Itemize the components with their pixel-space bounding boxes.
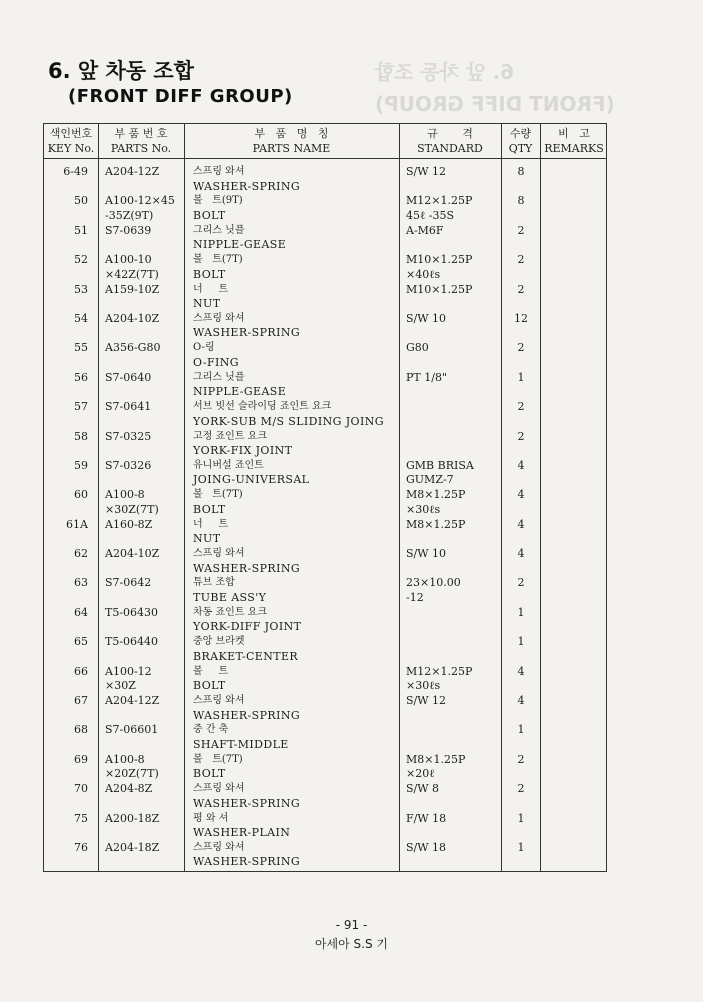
- table-body: [44, 165, 606, 870]
- part-name-korean: 볼 트: [193, 665, 229, 677]
- part-name-english: NUT: [193, 532, 221, 546]
- key-number: 70: [74, 782, 88, 796]
- part-name: [193, 841, 408, 870]
- table-row: [44, 518, 606, 547]
- part-name-korean: 볼 트(7T): [193, 254, 243, 266]
- header-standard: 규 격 STANDARD: [417, 127, 483, 155]
- quantity: 4: [517, 488, 525, 502]
- part-name-english: WASHER-SPRING: [193, 708, 301, 722]
- table-row: [44, 430, 606, 459]
- quantity: 8: [517, 165, 525, 178]
- key-number: 51: [74, 223, 88, 237]
- part-name-korean: 스프링 와셔: [193, 548, 245, 560]
- key-number: 58: [74, 429, 88, 443]
- header-key: 색인번호 KEY No.: [47, 127, 95, 155]
- standard-line: A-M6F: [406, 223, 444, 237]
- standard: [406, 841, 506, 856]
- part-number-line: A204-8Z: [105, 782, 153, 796]
- table-row: [44, 753, 606, 782]
- quantity: 4: [517, 458, 525, 472]
- key-number: 68: [74, 723, 88, 737]
- standard: [406, 547, 506, 562]
- quantity: 1: [517, 811, 525, 825]
- part-number: [105, 694, 195, 709]
- part-name: [193, 400, 408, 429]
- part-name: [193, 812, 408, 841]
- standard-line: S/W 18: [406, 840, 447, 854]
- part-number-line: A100-12×45: [105, 194, 175, 208]
- part-name-english: WASHER-SPRING: [193, 796, 301, 810]
- part-name-korean: 서브 빗선 슬라이딩 죠인트 요크: [193, 401, 332, 413]
- quantity: 4: [517, 694, 525, 708]
- part-name-korean: 스프링 와셔: [193, 166, 245, 177]
- table-row: [44, 576, 606, 605]
- key-number: 61A: [66, 517, 88, 531]
- quantity: 2: [517, 576, 525, 590]
- part-name-korean: 중 간 축: [193, 724, 229, 736]
- part-name-korean: 스프링 와셔: [193, 695, 245, 707]
- quantity: 8: [517, 194, 525, 208]
- key-number: 60: [74, 488, 88, 502]
- part-number: [105, 812, 195, 827]
- part-number-line: A204-12Z: [105, 694, 160, 708]
- quantity: 2: [517, 282, 525, 296]
- standard: [406, 665, 506, 694]
- part-name: [193, 430, 408, 459]
- part-number-line: T5-06430: [105, 605, 159, 619]
- parts-table: [43, 123, 607, 872]
- table-row: [44, 723, 606, 752]
- key-number: 56: [74, 370, 88, 384]
- part-name: [193, 576, 408, 605]
- standard: [406, 753, 506, 782]
- standard-line: ×20ℓ: [406, 767, 435, 781]
- standard-line: S/W 10: [406, 311, 447, 325]
- table-row: [44, 606, 606, 635]
- part-number: [105, 253, 195, 282]
- standard-line: GUMZ-7: [406, 473, 454, 487]
- quantity: 12: [514, 311, 528, 325]
- part-name: [193, 224, 408, 253]
- table-row: [44, 459, 606, 488]
- key-number: 75: [74, 811, 88, 825]
- standard: [406, 165, 506, 180]
- part-number: [105, 753, 195, 782]
- part-name: [193, 459, 408, 488]
- standard: [406, 253, 506, 282]
- part-name: [193, 312, 408, 341]
- key-number: 63: [74, 576, 88, 590]
- standard-line: S/W 10: [406, 547, 447, 561]
- standard-line: 45ℓ -35S: [406, 208, 455, 222]
- quantity: 2: [517, 752, 525, 766]
- part-name-english: O-FING: [193, 355, 239, 369]
- key-number: 59: [74, 458, 88, 472]
- standard-line: M12×1.25P: [406, 664, 473, 678]
- part-number-line: ×30Z(7T): [105, 502, 159, 516]
- part-name: [193, 283, 408, 312]
- part-name-korean: 유니버설 죠인트: [193, 459, 264, 471]
- table-row: [44, 694, 606, 723]
- part-number-line: A100-8: [105, 488, 145, 502]
- part-name-korean: 차동 죠인트 요크: [193, 606, 267, 618]
- header-remarks: 비 고 REMARKS: [544, 127, 604, 155]
- part-number: [105, 165, 195, 180]
- part-name-korean: O-링: [193, 342, 215, 354]
- part-number-line: S7-0640: [105, 370, 152, 384]
- part-number-line: A204-10Z: [105, 311, 160, 325]
- part-number: [105, 224, 195, 239]
- part-name: [193, 665, 408, 694]
- part-name-korean: 스프링 와셔: [193, 783, 245, 795]
- part-number-line: A100-8: [105, 752, 145, 766]
- part-number: [105, 283, 195, 298]
- page-title: 6. 앞 차동 조합: [48, 59, 194, 83]
- part-name-english: TUBE ASS'Y: [193, 590, 267, 604]
- part-number-line: S7-0326: [105, 458, 152, 472]
- standard-line: 23×10.00: [406, 576, 461, 590]
- part-name: [193, 723, 408, 752]
- quantity: 1: [517, 370, 525, 384]
- standard-line: M8×1.25P: [406, 752, 466, 766]
- standard-line: M10×1.25P: [406, 282, 473, 296]
- standard: [406, 224, 506, 239]
- quantity: 4: [517, 517, 525, 531]
- part-name-english: YORK-DIFF JOINT: [193, 620, 302, 634]
- key-number: 53: [74, 282, 88, 296]
- part-number: [105, 371, 195, 386]
- part-name-english: BOLT: [193, 267, 226, 281]
- standard: [406, 694, 506, 709]
- quantity: 2: [517, 429, 525, 443]
- table-row: [44, 253, 606, 282]
- part-number: [105, 841, 195, 856]
- part-number: [105, 459, 195, 474]
- table-row: [44, 283, 606, 312]
- part-name-korean: 볼 트(7T): [193, 753, 243, 765]
- part-name-english: WASHER-SPRING: [193, 561, 301, 575]
- part-name-korean: 그리스 닛플: [193, 224, 245, 236]
- part-name-english: SHAFT-MIDDLE: [193, 737, 289, 751]
- part-name-english: BOLT: [193, 767, 226, 781]
- standard: [406, 488, 506, 517]
- part-number-line: S7-06601: [105, 723, 159, 737]
- part-name-korean: 스프링 와셔: [193, 841, 245, 853]
- standard-line: S/W 12: [406, 694, 447, 708]
- part-name: [193, 165, 408, 194]
- quantity: 2: [517, 400, 525, 414]
- quantity: 2: [517, 223, 525, 237]
- part-name: [193, 782, 408, 811]
- part-name-english: NUT: [193, 297, 221, 311]
- standard-line: S/W 12: [406, 165, 447, 178]
- table-row: [44, 341, 606, 370]
- part-number: [105, 194, 195, 223]
- part-number-line: S7-0641: [105, 400, 152, 414]
- part-name-korean: 너 트: [193, 283, 229, 295]
- part-number: [105, 665, 195, 694]
- part-number: [105, 635, 195, 650]
- part-name-korean: 볼 트(9T): [193, 195, 243, 207]
- standard: [406, 459, 506, 488]
- part-number: [105, 312, 195, 327]
- standard: [406, 812, 506, 827]
- part-number-line: A204-12Z: [105, 165, 160, 178]
- standard: [406, 576, 506, 605]
- part-number-line: A204-10Z: [105, 547, 160, 561]
- part-number-line: A100-12: [105, 664, 152, 678]
- part-name-english: WASHER-SPRING: [193, 855, 301, 869]
- part-name-english: WASHER-SPRING: [193, 179, 301, 193]
- standard: [406, 194, 506, 223]
- table-row: [44, 488, 606, 517]
- part-number-line: ×20Z(7T): [105, 767, 159, 781]
- part-name: [193, 694, 408, 723]
- table-row: [44, 312, 606, 341]
- part-name-english: NIPPLE-GEASE: [193, 385, 287, 399]
- standard-line: M8×1.25P: [406, 488, 466, 502]
- standard: [406, 312, 506, 327]
- standard: [406, 341, 506, 356]
- standard-line: GMB BRISA: [406, 458, 474, 472]
- part-name: [193, 371, 408, 400]
- key-number: 50: [74, 194, 88, 208]
- quantity: 4: [517, 664, 525, 678]
- table-row: [44, 371, 606, 400]
- header-qty: 수량 QTY: [508, 127, 533, 155]
- table-row: [44, 224, 606, 253]
- part-name: [193, 488, 408, 517]
- part-number-line: S7-0325: [105, 429, 152, 443]
- part-number: [105, 400, 195, 415]
- table-row: [44, 400, 606, 429]
- quantity: 1: [517, 635, 525, 649]
- quantity: 1: [517, 723, 525, 737]
- key-number: 54: [74, 311, 88, 325]
- part-name-english: YORK-FIX JOINT: [193, 444, 293, 458]
- part-number-line: S7-0639: [105, 223, 152, 237]
- part-name: [193, 753, 408, 782]
- part-number: [105, 547, 195, 562]
- header-parts-name: 부 품 명 칭 PARTS NAME: [252, 127, 331, 155]
- part-number-line: A160-8Z: [105, 517, 153, 531]
- table-row: [44, 665, 606, 694]
- quantity: 2: [517, 341, 525, 355]
- part-number-line: ×42Z(7T): [105, 267, 159, 281]
- part-name-korean: 너 트: [193, 518, 229, 530]
- page-subtitle: (FRONT DIFF GROUP): [68, 86, 293, 107]
- standard: [406, 518, 506, 533]
- part-number: [105, 518, 195, 533]
- part-name: [193, 341, 408, 370]
- header-divider: [44, 158, 606, 159]
- key-number: 52: [74, 253, 88, 267]
- key-number: 76: [74, 840, 88, 854]
- key-number: 66: [74, 664, 88, 678]
- standard-line: M12×1.25P: [406, 194, 473, 208]
- table-row: [44, 194, 606, 223]
- part-name-english: WASHER-PLAIN: [193, 826, 291, 840]
- part-name: [193, 194, 408, 223]
- part-number: [105, 430, 195, 445]
- standard-line: ×30ℓs: [406, 679, 441, 693]
- standard-line: PT 1/8": [406, 370, 447, 384]
- key-number: 57: [74, 400, 88, 414]
- standard-line: -12: [406, 590, 424, 604]
- table-row: [44, 782, 606, 811]
- part-number: [105, 576, 195, 591]
- part-number: [105, 723, 195, 738]
- part-number-line: S7-0642: [105, 576, 152, 590]
- standard-line: G80: [406, 341, 429, 355]
- part-number-line: A159-10Z: [105, 282, 160, 296]
- key-number: 64: [74, 605, 88, 619]
- part-number-line: A100-10: [105, 253, 152, 267]
- part-name-korean: 볼 트(7T): [193, 489, 243, 501]
- part-number-line: -35Z(9T): [105, 208, 154, 222]
- key-number: 67: [74, 694, 88, 708]
- standard-line: M10×1.25P: [406, 253, 473, 267]
- part-name-english: BOLT: [193, 679, 226, 693]
- part-name-english: BOLT: [193, 208, 226, 222]
- part-number-line: T5-06440: [105, 635, 159, 649]
- part-number-line: A200-18Z: [105, 811, 160, 825]
- part-number: [105, 341, 195, 356]
- part-name: [193, 547, 408, 576]
- part-name: [193, 253, 408, 282]
- part-name-korean: 스프링 와셔: [193, 312, 245, 324]
- standard-line: M8×1.25P: [406, 517, 466, 531]
- key-number: 69: [74, 752, 88, 766]
- table-row: [44, 165, 606, 194]
- key-number: 6-49: [63, 165, 88, 178]
- part-number: [105, 488, 195, 517]
- key-number: 62: [74, 547, 88, 561]
- part-name-english: BOLT: [193, 502, 226, 516]
- standard: [406, 283, 506, 298]
- table-row: [44, 635, 606, 664]
- part-name-korean: 그리스 닛플: [193, 371, 245, 383]
- part-name-korean: 고정 죠인트 요크: [193, 430, 267, 442]
- part-name-korean: 중앙 브라켓: [193, 636, 245, 648]
- quantity: 1: [517, 605, 525, 619]
- part-number-line: A204-18Z: [105, 840, 160, 854]
- quantity: 1: [517, 840, 525, 854]
- standard-line: F/W 18: [406, 811, 447, 825]
- standard: [406, 371, 506, 386]
- part-number: [105, 782, 195, 797]
- part-name: [193, 606, 408, 635]
- quantity: 2: [517, 253, 525, 267]
- part-name: [193, 635, 408, 664]
- footer-company: 아세아 S.S 기: [314, 937, 389, 951]
- table-row: [44, 812, 606, 841]
- part-name-english: YORK-SUB M/S SLIDING JOING: [193, 414, 384, 428]
- part-name-english: BRAKET-CENTER: [193, 649, 299, 663]
- part-name-korean: 평 와 셔: [193, 812, 229, 824]
- part-number-line: ×30Z: [105, 679, 136, 693]
- part-number-line: A356-G80: [105, 341, 161, 355]
- key-number: 55: [74, 341, 88, 355]
- header-parts-no: 부 품 번 호 PARTS No.: [110, 127, 172, 155]
- part-name: [193, 518, 408, 547]
- part-number: [105, 606, 195, 621]
- standard-line: ×30ℓs: [406, 502, 441, 516]
- part-name-korean: 튜브 조합: [193, 577, 235, 589]
- quantity: 4: [517, 547, 525, 561]
- part-name-english: WASHER-SPRING: [193, 326, 301, 340]
- key-number: 65: [74, 635, 88, 649]
- part-name-english: JOING-UNIVERSAL: [193, 473, 310, 487]
- standard-line: ×40ℓs: [406, 267, 441, 281]
- bleed-through-title: 6. 앞 차동 조합 (FRONT DIFF GROUP): [375, 60, 615, 116]
- standard-line: S/W 8: [406, 782, 440, 796]
- standard: [406, 782, 506, 797]
- quantity: 2: [517, 782, 525, 796]
- table-row: [44, 841, 606, 870]
- page-number: - 91 -: [335, 918, 368, 932]
- part-name-english: NIPPLE-GEASE: [193, 238, 287, 252]
- table-row: [44, 547, 606, 576]
